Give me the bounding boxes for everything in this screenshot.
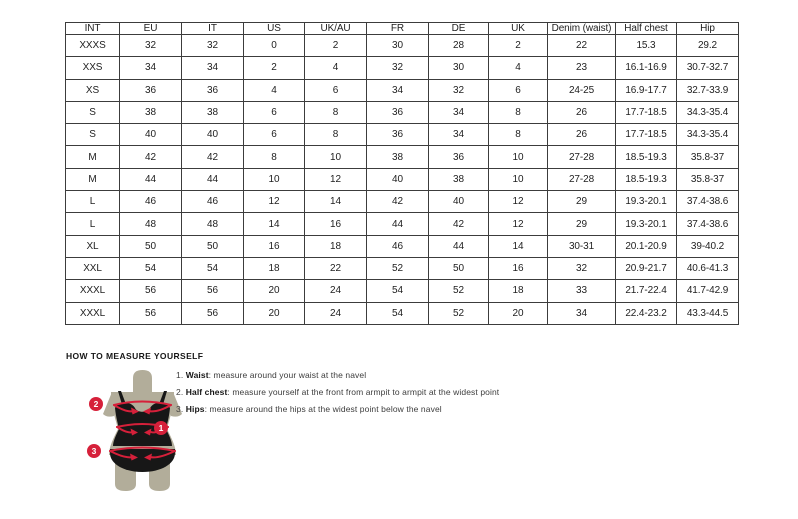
table-cell: 10 bbox=[489, 146, 548, 168]
table-cell: 35.8-37 bbox=[677, 146, 739, 168]
table-cell: 12 bbox=[244, 191, 305, 213]
table-cell: XL bbox=[66, 235, 120, 257]
table-cell: 4 bbox=[489, 57, 548, 79]
table-cell: S bbox=[66, 124, 120, 146]
table-cell: 20.1-20.9 bbox=[616, 235, 677, 257]
table-cell: 46 bbox=[120, 191, 182, 213]
table-cell: 8 bbox=[489, 124, 548, 146]
column-header: IT bbox=[182, 23, 244, 35]
table-cell: 38 bbox=[120, 101, 182, 123]
step-label: Half chest bbox=[185, 387, 228, 397]
table-cell: 44 bbox=[182, 168, 244, 190]
table-cell: 41.7-42.9 bbox=[677, 280, 739, 302]
table-cell: 17.7-18.5 bbox=[616, 101, 677, 123]
table-cell: 27-28 bbox=[548, 146, 616, 168]
table-cell: 18 bbox=[244, 257, 305, 279]
mannequin-neck bbox=[133, 370, 152, 394]
table-cell: 26 bbox=[548, 101, 616, 123]
table-cell: 8 bbox=[305, 124, 367, 146]
table-cell: 50 bbox=[120, 235, 182, 257]
table-cell: 32 bbox=[182, 35, 244, 57]
table-cell: 34 bbox=[182, 57, 244, 79]
table-cell: 50 bbox=[429, 257, 489, 279]
table-cell: 52 bbox=[367, 257, 429, 279]
table-cell: 30-31 bbox=[548, 235, 616, 257]
table-cell: 35.8-37 bbox=[677, 168, 739, 190]
table-cell: 18.5-19.3 bbox=[616, 168, 677, 190]
table-cell: 37.4-38.6 bbox=[677, 191, 739, 213]
table-cell: 19.3-20.1 bbox=[616, 191, 677, 213]
table-cell: 14 bbox=[489, 235, 548, 257]
column-header: US bbox=[244, 23, 305, 35]
column-header: FR bbox=[367, 23, 429, 35]
table-cell: 15.3 bbox=[616, 35, 677, 57]
table-row bbox=[66, 257, 739, 279]
table-cell: 32 bbox=[548, 257, 616, 279]
table-row bbox=[66, 302, 739, 324]
table-cell: 42 bbox=[182, 146, 244, 168]
chest-marker-badge: 2 bbox=[89, 397, 103, 411]
step-number: 3. bbox=[176, 404, 184, 414]
table-cell: 40 bbox=[182, 124, 244, 146]
table-cell: 52 bbox=[429, 280, 489, 302]
table-cell: 20 bbox=[244, 302, 305, 324]
table-cell: 54 bbox=[182, 257, 244, 279]
column-header: UK bbox=[489, 23, 548, 35]
table-cell: 42 bbox=[120, 146, 182, 168]
table-cell: 37.4-38.6 bbox=[677, 213, 739, 235]
table-cell: 27-28 bbox=[548, 168, 616, 190]
table-cell: 16.1-16.9 bbox=[616, 57, 677, 79]
table-cell: 29 bbox=[548, 191, 616, 213]
table-cell: 22.4-23.2 bbox=[616, 302, 677, 324]
column-header: DE bbox=[429, 23, 489, 35]
table-cell: 34 bbox=[367, 79, 429, 101]
table-cell: L bbox=[66, 213, 120, 235]
table-row bbox=[66, 191, 739, 213]
table-cell: 20 bbox=[489, 302, 548, 324]
table-cell: 52 bbox=[429, 302, 489, 324]
table-cell: 56 bbox=[182, 280, 244, 302]
table-cell: 36 bbox=[367, 124, 429, 146]
table-cell: 44 bbox=[120, 168, 182, 190]
table-row bbox=[66, 124, 739, 146]
table-cell: 16.9-17.7 bbox=[616, 79, 677, 101]
table-cell: 4 bbox=[305, 57, 367, 79]
table-cell: 14 bbox=[305, 191, 367, 213]
table-cell: 32 bbox=[120, 35, 182, 57]
table-cell: 0 bbox=[244, 35, 305, 57]
table-cell: 12 bbox=[489, 213, 548, 235]
table-cell: 29 bbox=[548, 213, 616, 235]
waist-marker-badge: 1 bbox=[154, 421, 168, 435]
table-cell: L bbox=[66, 191, 120, 213]
table-row bbox=[66, 101, 739, 123]
table-cell: 42 bbox=[367, 191, 429, 213]
table-cell: 16 bbox=[244, 235, 305, 257]
table-cell: 23 bbox=[548, 57, 616, 79]
table-cell: 33 bbox=[548, 280, 616, 302]
table-row bbox=[66, 146, 739, 168]
table-cell: XS bbox=[66, 79, 120, 101]
table-cell: 30 bbox=[367, 35, 429, 57]
table-cell: 48 bbox=[182, 213, 244, 235]
table-row bbox=[66, 79, 739, 101]
table-cell: 36 bbox=[120, 79, 182, 101]
column-header: Denim (waist) bbox=[548, 23, 616, 35]
table-cell: 56 bbox=[120, 280, 182, 302]
table-cell: 20 bbox=[244, 280, 305, 302]
table-cell: 26 bbox=[548, 124, 616, 146]
table-cell: 19.3-20.1 bbox=[616, 213, 677, 235]
table-row bbox=[66, 213, 739, 235]
table-cell: 24 bbox=[305, 302, 367, 324]
table-cell: 34 bbox=[120, 57, 182, 79]
table-cell: 56 bbox=[120, 302, 182, 324]
table-cell: 38 bbox=[182, 101, 244, 123]
table-cell: 17.7-18.5 bbox=[616, 124, 677, 146]
step-text: : measure around the hips at the widest point below the navel bbox=[204, 404, 442, 414]
table-cell: 54 bbox=[367, 302, 429, 324]
table-cell: 34.3-35.4 bbox=[677, 101, 739, 123]
table-cell: 38 bbox=[367, 146, 429, 168]
step-number: 2. bbox=[176, 387, 184, 397]
table-cell: 12 bbox=[489, 191, 548, 213]
table-cell: 40.6-41.3 bbox=[677, 257, 739, 279]
table-cell: 50 bbox=[182, 235, 244, 257]
table-cell: 20.9-21.7 bbox=[616, 257, 677, 279]
table-cell: 28 bbox=[429, 35, 489, 57]
table-cell: 6 bbox=[244, 101, 305, 123]
step-text: : measure around your waist at the navel bbox=[208, 370, 367, 380]
step-number: 1. bbox=[176, 370, 184, 380]
table-cell: S bbox=[66, 101, 120, 123]
table-cell: 36 bbox=[367, 101, 429, 123]
table-cell: 16 bbox=[305, 213, 367, 235]
table-cell: 54 bbox=[367, 280, 429, 302]
table-cell: XXXL bbox=[66, 280, 120, 302]
table-cell: 42 bbox=[429, 213, 489, 235]
step-text: : measure yourself at the front from armpit to armpit at the widest point bbox=[227, 387, 500, 397]
column-header: Half chest bbox=[616, 23, 677, 35]
table-cell: 29.2 bbox=[677, 35, 739, 57]
table-cell: 18.5-19.3 bbox=[616, 146, 677, 168]
column-header: Hip bbox=[677, 23, 739, 35]
table-cell: 14 bbox=[244, 213, 305, 235]
measure-step bbox=[176, 405, 499, 414]
table-cell: 36 bbox=[429, 146, 489, 168]
table-cell: 6 bbox=[244, 124, 305, 146]
table-cell: 32 bbox=[429, 79, 489, 101]
step-label: Waist bbox=[185, 370, 209, 380]
hips-marker-badge: 3 bbox=[87, 444, 101, 458]
measure-steps bbox=[176, 371, 499, 422]
table-cell: 4 bbox=[244, 79, 305, 101]
table-row bbox=[66, 280, 739, 302]
table-cell: 32 bbox=[367, 57, 429, 79]
table-cell: 38 bbox=[429, 168, 489, 190]
table-cell: XXL bbox=[66, 257, 120, 279]
step-label: Hips bbox=[185, 404, 205, 414]
table-cell: 8 bbox=[489, 101, 548, 123]
table-cell: 18 bbox=[489, 280, 548, 302]
table-cell: M bbox=[66, 168, 120, 190]
table-cell: 32.7-33.9 bbox=[677, 79, 739, 101]
size-chart-header-row bbox=[66, 23, 739, 35]
table-cell: 36 bbox=[182, 79, 244, 101]
table-row bbox=[66, 168, 739, 190]
table-cell: 22 bbox=[548, 35, 616, 57]
size-chart-table bbox=[65, 22, 739, 325]
table-cell: 40 bbox=[429, 191, 489, 213]
table-cell: 34 bbox=[429, 101, 489, 123]
size-chart-body bbox=[66, 35, 739, 325]
table-cell: 48 bbox=[120, 213, 182, 235]
table-row bbox=[66, 57, 739, 79]
table-cell: 43.3-44.5 bbox=[677, 302, 739, 324]
table-cell: 8 bbox=[305, 101, 367, 123]
measure-step bbox=[176, 371, 499, 380]
table-cell: 2 bbox=[489, 35, 548, 57]
table-cell: 54 bbox=[120, 257, 182, 279]
table-cell: M bbox=[66, 146, 120, 168]
table-cell: 10 bbox=[489, 168, 548, 190]
table-cell: 46 bbox=[182, 191, 244, 213]
column-header: UK/AU bbox=[305, 23, 367, 35]
table-cell: 2 bbox=[244, 57, 305, 79]
measure-step bbox=[176, 388, 499, 397]
column-header: EU bbox=[120, 23, 182, 35]
table-cell: 24 bbox=[305, 280, 367, 302]
table-cell: 6 bbox=[489, 79, 548, 101]
table-cell: 34 bbox=[429, 124, 489, 146]
table-cell: 39-40.2 bbox=[677, 235, 739, 257]
table-cell: 2 bbox=[305, 35, 367, 57]
table-cell: 10 bbox=[244, 168, 305, 190]
table-cell: 46 bbox=[367, 235, 429, 257]
table-cell: 16 bbox=[489, 257, 548, 279]
table-cell: 40 bbox=[367, 168, 429, 190]
table-row bbox=[66, 235, 739, 257]
table-cell: 12 bbox=[305, 168, 367, 190]
table-cell: 56 bbox=[182, 302, 244, 324]
table-cell: 40 bbox=[120, 124, 182, 146]
table-cell: XXS bbox=[66, 57, 120, 79]
table-row bbox=[66, 35, 739, 57]
table-cell: XXXS bbox=[66, 35, 120, 57]
table-cell: 18 bbox=[305, 235, 367, 257]
table-cell: 44 bbox=[367, 213, 429, 235]
measure-section-title: HOW TO MEASURE YOURSELF bbox=[66, 351, 204, 361]
table-cell: 10 bbox=[305, 146, 367, 168]
table-cell: XXXL bbox=[66, 302, 120, 324]
table-cell: 24-25 bbox=[548, 79, 616, 101]
table-cell: 44 bbox=[429, 235, 489, 257]
table-cell: 22 bbox=[305, 257, 367, 279]
table-cell: 34.3-35.4 bbox=[677, 124, 739, 146]
table-cell: 30.7-32.7 bbox=[677, 57, 739, 79]
table-cell: 30 bbox=[429, 57, 489, 79]
table-cell: 6 bbox=[305, 79, 367, 101]
table-cell: 34 bbox=[548, 302, 616, 324]
table-cell: 8 bbox=[244, 146, 305, 168]
table-cell: 21.7-22.4 bbox=[616, 280, 677, 302]
column-header: INT bbox=[66, 23, 120, 35]
